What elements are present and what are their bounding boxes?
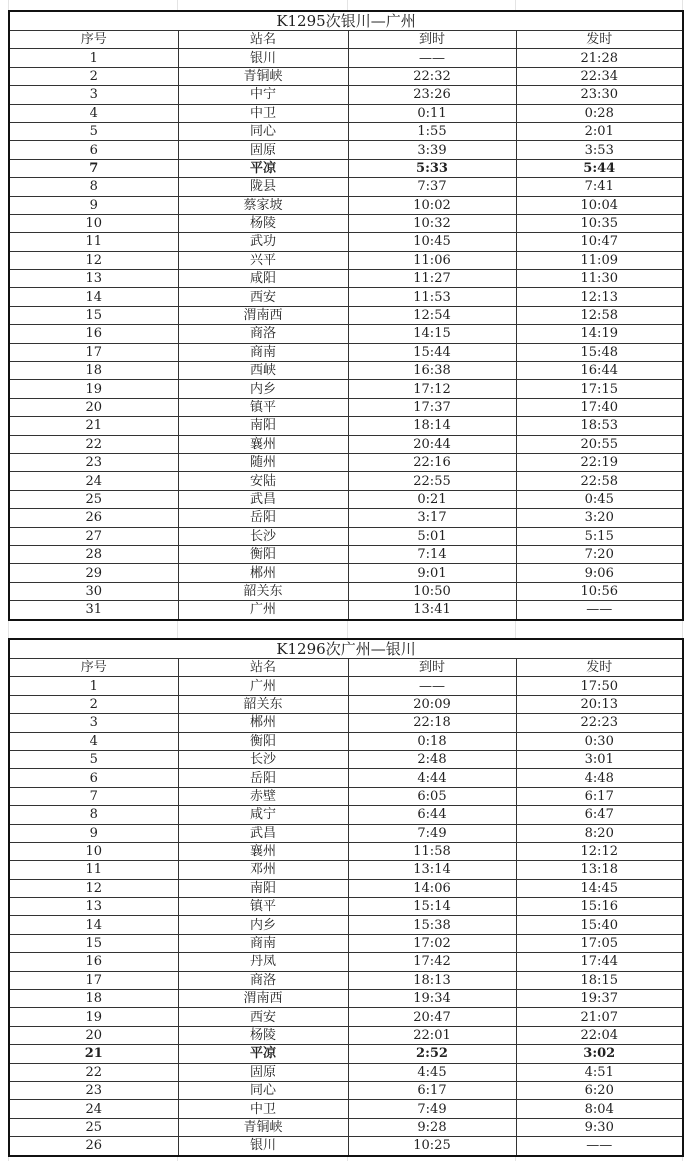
table-row — [9, 490, 683, 508]
cell-departure: 3:20 — [516, 509, 683, 527]
cell-arrival: 7:14 — [348, 545, 516, 563]
cell-departure: 17:05 — [516, 934, 683, 952]
table-row — [9, 270, 683, 288]
cell-departure: 2:01 — [516, 122, 683, 140]
cell-departure: 20:55 — [516, 435, 683, 453]
cell-index: 11 — [9, 233, 178, 251]
cell-arrival: 2:48 — [348, 750, 516, 768]
cell-departure: 21:28 — [516, 49, 683, 67]
table-row — [9, 159, 683, 177]
table-row — [9, 750, 683, 768]
cell-index: 9 — [9, 196, 178, 214]
table-row — [9, 1137, 683, 1156]
table-row — [9, 453, 683, 471]
cell-index: 10 — [9, 214, 178, 232]
cell-arrival: 6:44 — [348, 806, 516, 824]
cell-station: 中宁 — [178, 86, 348, 104]
cell-index: 26 — [9, 509, 178, 527]
table-row — [9, 842, 683, 860]
cell-arrival: 23:26 — [348, 86, 516, 104]
table-row — [9, 398, 683, 416]
cell-arrival: 15:38 — [348, 916, 516, 934]
column-header-departure: 发时 — [516, 31, 683, 49]
cell-arrival: 10:32 — [348, 214, 516, 232]
cell-departure: 21:07 — [516, 1008, 683, 1026]
table-row — [9, 306, 683, 324]
cell-index: 5 — [9, 750, 178, 768]
cell-index: 28 — [9, 545, 178, 563]
cell-station: 青铜峡 — [178, 67, 348, 85]
table-row — [9, 233, 683, 251]
cell-station: 平凉 — [178, 159, 348, 177]
cell-departure: 3:53 — [516, 141, 683, 159]
cell-arrival: 11:27 — [348, 270, 516, 288]
table-row — [9, 214, 683, 232]
cell-departure: 10:35 — [516, 214, 683, 232]
table-row — [9, 178, 683, 196]
cell-index: 20 — [9, 1026, 178, 1044]
cell-station: 商洛 — [178, 325, 348, 343]
table-row — [9, 564, 683, 582]
cell-departure: 6:47 — [516, 806, 683, 824]
cell-index: 22 — [9, 435, 178, 453]
cell-index: 3 — [9, 86, 178, 104]
table-row — [9, 695, 683, 713]
cell-arrival: 7:37 — [348, 178, 516, 196]
cell-departure: 4:51 — [516, 1063, 683, 1081]
cell-arrival: 11:58 — [348, 842, 516, 860]
cell-station: 商南 — [178, 343, 348, 361]
cell-arrival: 14:15 — [348, 325, 516, 343]
cell-index: 13 — [9, 898, 178, 916]
cell-station: 兴平 — [178, 251, 348, 269]
cell-departure: 22:58 — [516, 472, 683, 490]
cell-station: 长沙 — [178, 527, 348, 545]
cell-arrival: 14:06 — [348, 879, 516, 897]
cell-departure: 17:50 — [516, 677, 683, 695]
cell-departure: 15:16 — [516, 898, 683, 916]
cell-arrival: —— — [348, 49, 516, 67]
cell-index: 12 — [9, 879, 178, 897]
cell-arrival: 0:18 — [348, 732, 516, 750]
cell-departure: 10:56 — [516, 582, 683, 600]
cell-index: 25 — [9, 490, 178, 508]
cell-departure: 13:18 — [516, 861, 683, 879]
cell-arrival: 20:09 — [348, 695, 516, 713]
table-row — [9, 861, 683, 879]
cell-departure: 10:04 — [516, 196, 683, 214]
cell-departure: 17:15 — [516, 380, 683, 398]
cell-station: 武昌 — [178, 824, 348, 842]
cell-arrival: 11:53 — [348, 288, 516, 306]
cell-station: 中卫 — [178, 104, 348, 122]
cell-departure: 8:04 — [516, 1100, 683, 1118]
table-row — [9, 380, 683, 398]
cell-departure: 7:20 — [516, 545, 683, 563]
table-row — [9, 196, 683, 214]
table-row — [9, 677, 683, 695]
table-row — [9, 251, 683, 269]
cell-departure: 12:13 — [516, 288, 683, 306]
timetable-table — [8, 638, 684, 1157]
cell-station: 咸阳 — [178, 270, 348, 288]
cell-departure: 3:01 — [516, 750, 683, 768]
table-row — [9, 527, 683, 545]
cell-index: 7 — [9, 159, 178, 177]
cell-station: 中卫 — [178, 1100, 348, 1118]
cell-station: 邓州 — [178, 861, 348, 879]
table-row — [9, 325, 683, 343]
cell-station: 内乡 — [178, 916, 348, 934]
cell-station: 商洛 — [178, 971, 348, 989]
table-row — [9, 49, 683, 67]
cell-departure: 0:45 — [516, 490, 683, 508]
cell-index: 30 — [9, 582, 178, 600]
cell-arrival: 10:45 — [348, 233, 516, 251]
cell-arrival: 6:05 — [348, 787, 516, 805]
cell-arrival: 17:42 — [348, 953, 516, 971]
table-row — [9, 806, 683, 824]
cell-index: 15 — [9, 306, 178, 324]
cell-station: 内乡 — [178, 380, 348, 398]
table-row — [9, 1081, 683, 1099]
cell-station: 渭南西 — [178, 990, 348, 1008]
cell-arrival: 16:38 — [348, 362, 516, 380]
table-row — [9, 990, 683, 1008]
table-row — [9, 787, 683, 805]
cell-station: 杨陵 — [178, 214, 348, 232]
cell-arrival: 22:18 — [348, 714, 516, 732]
table-row — [9, 916, 683, 934]
cell-arrival: 3:39 — [348, 141, 516, 159]
table-row — [9, 67, 683, 85]
cell-index: 29 — [9, 564, 178, 582]
table-row — [9, 343, 683, 361]
table-row — [9, 769, 683, 787]
cell-station: 岳阳 — [178, 509, 348, 527]
cell-station: 丹凤 — [178, 953, 348, 971]
cell-index: 16 — [9, 953, 178, 971]
cell-departure: 22:19 — [516, 453, 683, 471]
cell-arrival: 22:16 — [348, 453, 516, 471]
cell-departure: 12:58 — [516, 306, 683, 324]
cell-index: 6 — [9, 141, 178, 159]
cell-departure: 17:40 — [516, 398, 683, 416]
column-header-index: 序号 — [9, 659, 178, 677]
cell-station: 南阳 — [178, 879, 348, 897]
cell-arrival: 15:44 — [348, 343, 516, 361]
cell-index: 7 — [9, 787, 178, 805]
table-row — [9, 86, 683, 104]
cell-departure: 18:53 — [516, 417, 683, 435]
table-row — [9, 934, 683, 952]
cell-departure: 20:13 — [516, 695, 683, 713]
cell-departure: 9:06 — [516, 564, 683, 582]
table-row — [9, 1118, 683, 1136]
cell-index: 1 — [9, 677, 178, 695]
timetable-k1295 — [8, 10, 682, 621]
cell-arrival: 18:13 — [348, 971, 516, 989]
table-row — [9, 732, 683, 750]
cell-departure: 9:30 — [516, 1118, 683, 1136]
cell-arrival: 10:02 — [348, 196, 516, 214]
table-row — [9, 714, 683, 732]
cell-index: 16 — [9, 325, 178, 343]
cell-arrival: 5:33 — [348, 159, 516, 177]
cell-index: 25 — [9, 1118, 178, 1136]
cell-index: 19 — [9, 380, 178, 398]
cell-index: 6 — [9, 769, 178, 787]
cell-departure: 0:28 — [516, 104, 683, 122]
cell-index: 13 — [9, 270, 178, 288]
timetable-title: K1295次银川—广州 — [9, 11, 683, 31]
cell-departure: 0:30 — [516, 732, 683, 750]
column-header-station: 站名 — [178, 659, 348, 677]
cell-station: 西安 — [178, 288, 348, 306]
cell-departure: 4:48 — [516, 769, 683, 787]
cell-station: 广州 — [178, 677, 348, 695]
cell-station: 固原 — [178, 1063, 348, 1081]
cell-index: 14 — [9, 288, 178, 306]
cell-arrival: 22:01 — [348, 1026, 516, 1044]
table-row — [9, 545, 683, 563]
cell-departure: 16:44 — [516, 362, 683, 380]
table-row — [9, 1045, 683, 1063]
cell-arrival: 9:01 — [348, 564, 516, 582]
cell-station: 韶关东 — [178, 695, 348, 713]
timetable-table — [8, 10, 684, 621]
table-row — [9, 1100, 683, 1118]
cell-index: 23 — [9, 453, 178, 471]
cell-index: 9 — [9, 824, 178, 842]
cell-arrival: 11:06 — [348, 251, 516, 269]
cell-station: 武昌 — [178, 490, 348, 508]
cell-departure: 14:19 — [516, 325, 683, 343]
cell-arrival: 13:41 — [348, 601, 516, 620]
table-row — [9, 362, 683, 380]
cell-index: 1 — [9, 49, 178, 67]
cell-arrival: 7:49 — [348, 824, 516, 842]
cell-index: 31 — [9, 601, 178, 620]
cell-index: 23 — [9, 1081, 178, 1099]
timetable-k1296 — [8, 638, 682, 1157]
cell-station: 陇县 — [178, 178, 348, 196]
cell-arrival: 10:25 — [348, 1137, 516, 1156]
table-row — [9, 141, 683, 159]
cell-arrival: 5:01 — [348, 527, 516, 545]
column-header-index: 序号 — [9, 31, 178, 49]
cell-index: 27 — [9, 527, 178, 545]
cell-index: 17 — [9, 971, 178, 989]
cell-index: 18 — [9, 990, 178, 1008]
cell-station: 武功 — [178, 233, 348, 251]
table-row — [9, 1063, 683, 1081]
cell-station: 西安 — [178, 1008, 348, 1026]
table-row — [9, 288, 683, 306]
cell-index: 10 — [9, 842, 178, 860]
cell-station: 西峡 — [178, 362, 348, 380]
cell-departure: —— — [516, 1137, 683, 1156]
cell-departure: 5:44 — [516, 159, 683, 177]
cell-station: 银川 — [178, 49, 348, 67]
cell-departure: 17:44 — [516, 953, 683, 971]
cell-departure: 18:15 — [516, 971, 683, 989]
cell-station: 商南 — [178, 934, 348, 952]
table-row — [9, 122, 683, 140]
table-row — [9, 582, 683, 600]
column-header-departure: 发时 — [516, 659, 683, 677]
cell-station: 青铜峡 — [178, 1118, 348, 1136]
cell-station: 安陆 — [178, 472, 348, 490]
cell-station: 南阳 — [178, 417, 348, 435]
cell-index: 19 — [9, 1008, 178, 1026]
cell-arrival: 20:44 — [348, 435, 516, 453]
cell-arrival: 6:17 — [348, 1081, 516, 1099]
cell-index: 18 — [9, 362, 178, 380]
cell-index: 20 — [9, 398, 178, 416]
cell-index: 4 — [9, 104, 178, 122]
cell-arrival: 3:17 — [348, 509, 516, 527]
cell-departure: 15:48 — [516, 343, 683, 361]
cell-station: 长沙 — [178, 750, 348, 768]
cell-index: 8 — [9, 806, 178, 824]
cell-station: 随州 — [178, 453, 348, 471]
cell-departure: 15:40 — [516, 916, 683, 934]
cell-departure: 6:20 — [516, 1081, 683, 1099]
cell-arrival: 4:44 — [348, 769, 516, 787]
cell-arrival: 13:14 — [348, 861, 516, 879]
cell-departure: 22:34 — [516, 67, 683, 85]
cell-index: 3 — [9, 714, 178, 732]
cell-index: 12 — [9, 251, 178, 269]
cell-station: 衡阳 — [178, 732, 348, 750]
cell-arrival: 17:12 — [348, 380, 516, 398]
cell-arrival: 7:49 — [348, 1100, 516, 1118]
cell-station: 镇平 — [178, 898, 348, 916]
column-header-arrival: 到时 — [348, 31, 516, 49]
cell-station: 渭南西 — [178, 306, 348, 324]
cell-index: 22 — [9, 1063, 178, 1081]
cell-index: 21 — [9, 417, 178, 435]
table-row — [9, 898, 683, 916]
cell-station: 银川 — [178, 1137, 348, 1156]
cell-arrival: 17:37 — [348, 398, 516, 416]
cell-arrival: 22:32 — [348, 67, 516, 85]
cell-station: 同心 — [178, 1081, 348, 1099]
cell-departure: 22:04 — [516, 1026, 683, 1044]
cell-index: 14 — [9, 916, 178, 934]
cell-arrival: 15:14 — [348, 898, 516, 916]
cell-departure: 22:23 — [516, 714, 683, 732]
cell-departure: 11:30 — [516, 270, 683, 288]
table-row — [9, 104, 683, 122]
cell-station: 蔡家坡 — [178, 196, 348, 214]
cell-station: 赤壁 — [178, 787, 348, 805]
cell-departure: 14:45 — [516, 879, 683, 897]
cell-station: 镇平 — [178, 398, 348, 416]
table-row — [9, 879, 683, 897]
column-header-arrival: 到时 — [348, 659, 516, 677]
cell-arrival: 4:45 — [348, 1063, 516, 1081]
table-row — [9, 417, 683, 435]
cell-index: 2 — [9, 695, 178, 713]
table-row — [9, 435, 683, 453]
table-row — [9, 971, 683, 989]
cell-arrival: 0:21 — [348, 490, 516, 508]
table-row — [9, 1008, 683, 1026]
cell-station: 杨陵 — [178, 1026, 348, 1044]
cell-departure: 11:09 — [516, 251, 683, 269]
cell-arrival: 0:11 — [348, 104, 516, 122]
table-row — [9, 824, 683, 842]
cell-departure: 3:02 — [516, 1045, 683, 1063]
cell-arrival: 19:34 — [348, 990, 516, 1008]
cell-departure: 7:41 — [516, 178, 683, 196]
cell-index: 17 — [9, 343, 178, 361]
cell-departure: 12:12 — [516, 842, 683, 860]
cell-station: 郴州 — [178, 714, 348, 732]
cell-arrival: 18:14 — [348, 417, 516, 435]
cell-station: 衡阳 — [178, 545, 348, 563]
cell-station: 襄州 — [178, 435, 348, 453]
cell-departure: 23:30 — [516, 86, 683, 104]
cell-arrival: 10:50 — [348, 582, 516, 600]
table-row — [9, 1026, 683, 1044]
cell-index: 8 — [9, 178, 178, 196]
cell-arrival: 1:55 — [348, 122, 516, 140]
table-row — [9, 472, 683, 490]
cell-arrival: 22:55 — [348, 472, 516, 490]
cell-station: 郴州 — [178, 564, 348, 582]
cell-arrival: 9:28 — [348, 1118, 516, 1136]
cell-departure: 10:47 — [516, 233, 683, 251]
cell-station: 广州 — [178, 601, 348, 620]
cell-index: 26 — [9, 1137, 178, 1156]
cell-station: 襄州 — [178, 842, 348, 860]
cell-index: 4 — [9, 732, 178, 750]
cell-arrival: 20:47 — [348, 1008, 516, 1026]
timetable-title: K1296次广州—银川 — [9, 639, 683, 659]
cell-departure: 8:20 — [516, 824, 683, 842]
cell-departure: 5:15 — [516, 527, 683, 545]
cell-index: 15 — [9, 934, 178, 952]
cell-index: 2 — [9, 67, 178, 85]
cell-departure: —— — [516, 601, 683, 620]
cell-index: 24 — [9, 1100, 178, 1118]
cell-index: 24 — [9, 472, 178, 490]
cell-station: 固原 — [178, 141, 348, 159]
cell-index: 21 — [9, 1045, 178, 1063]
cell-station: 韶关东 — [178, 582, 348, 600]
cell-index: 11 — [9, 861, 178, 879]
cell-arrival: —— — [348, 677, 516, 695]
cell-departure: 19:37 — [516, 990, 683, 1008]
cell-arrival: 2:52 — [348, 1045, 516, 1063]
cell-station: 咸宁 — [178, 806, 348, 824]
column-header-station: 站名 — [178, 31, 348, 49]
table-row — [9, 509, 683, 527]
cell-station: 岳阳 — [178, 769, 348, 787]
cell-index: 5 — [9, 122, 178, 140]
cell-arrival: 12:54 — [348, 306, 516, 324]
cell-departure: 6:17 — [516, 787, 683, 805]
table-row — [9, 601, 683, 620]
cell-arrival: 17:02 — [348, 934, 516, 952]
cell-station: 平凉 — [178, 1045, 348, 1063]
table-row — [9, 953, 683, 971]
cell-station: 同心 — [178, 122, 348, 140]
